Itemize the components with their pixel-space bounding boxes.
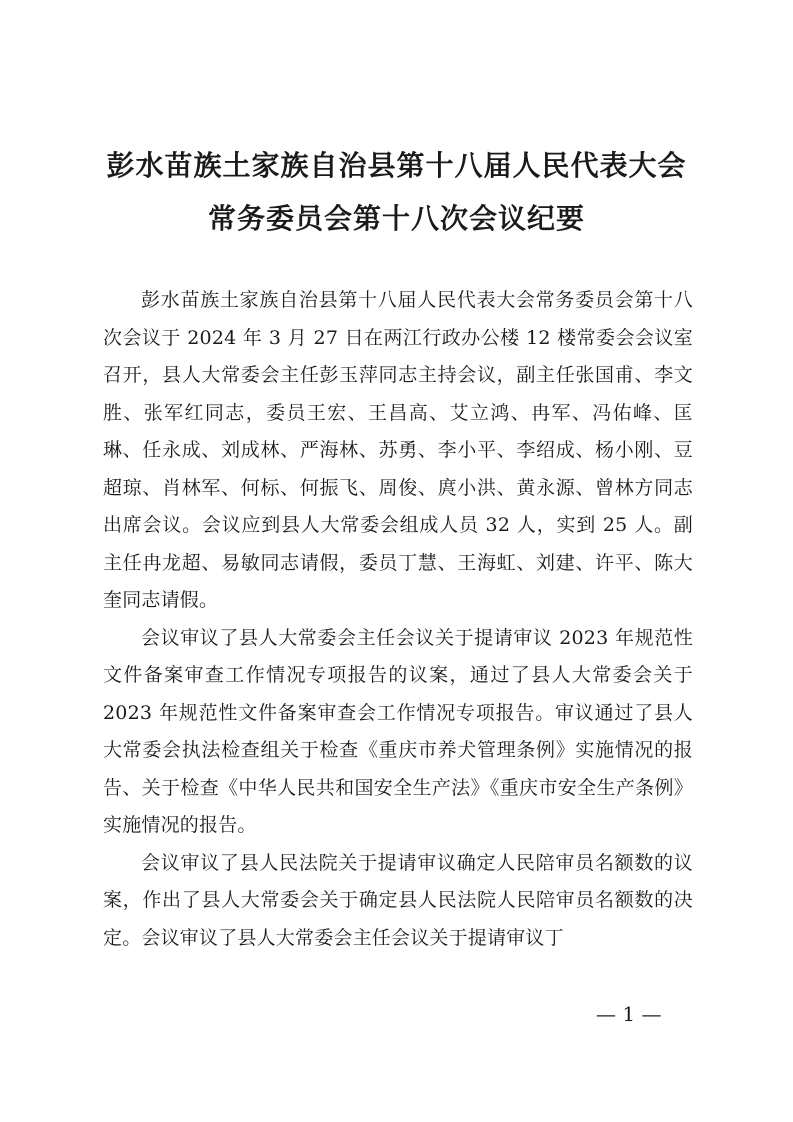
paragraph-court-jurors: 会议审议了县人民法院关于提请审议确定人民陪审员名额数的议案，作出了县人大常委会关于确定县人民法院人民陪审员名额数的决定。会议审议了县人大常委会主任会议关于提请审议丁 (103, 851, 693, 949)
paragraph-review-reports: 会议审议了县人大常委会主任会议关于提请审议 2023 年规范性文件备案审查工作情况专项报告的议案，通过了县人大常委会关于 2023 年规范性文件备案审查会工作情况专项报告。审议通过了县人大常委会执法检查组关于检查《重庆市养犬管理条例》实施情况的报告、关于检查《中华人民共和国安全生产法》《重庆市安全生产条例》实施情况的报告。 (103, 626, 693, 836)
document-body (103, 282, 693, 957)
paragraph-attendance: 彭水苗族土家族自治县第十八届人民代表大会常务委员会第十八次会议于 2024 年 3 月 27 日在两江行政办公楼 12 楼常委会会议室召开，县人大常委会主任彭玉萍同志主持会议，副主任张国甫、李文胜、张军红同志，委员王宏、王昌高、艾立鸿、冉军、冯佑峰、匡琳、任永成、刘成林、严海林、苏勇、李小平、李绍成、杨小刚、豆超琼、肖林军、何标、何振飞、周俊、庹小洪、黄永源、曾林方同志出席会议。会议应到县人大常委会组成人员 32 人，实到 25 人。副主任冉龙超、易敏同志请假，委员丁慧、王海虹、刘建、许平、陈大奎同志请假。 (103, 289, 693, 611)
page-number: — 1 — (596, 1002, 662, 1026)
document-title-line-2: 常务委员会第十八次会议纪要 (207, 202, 585, 235)
document-title-line-1: 彭水苗族土家族自治县第十八届人民代表大会 (106, 149, 687, 182)
